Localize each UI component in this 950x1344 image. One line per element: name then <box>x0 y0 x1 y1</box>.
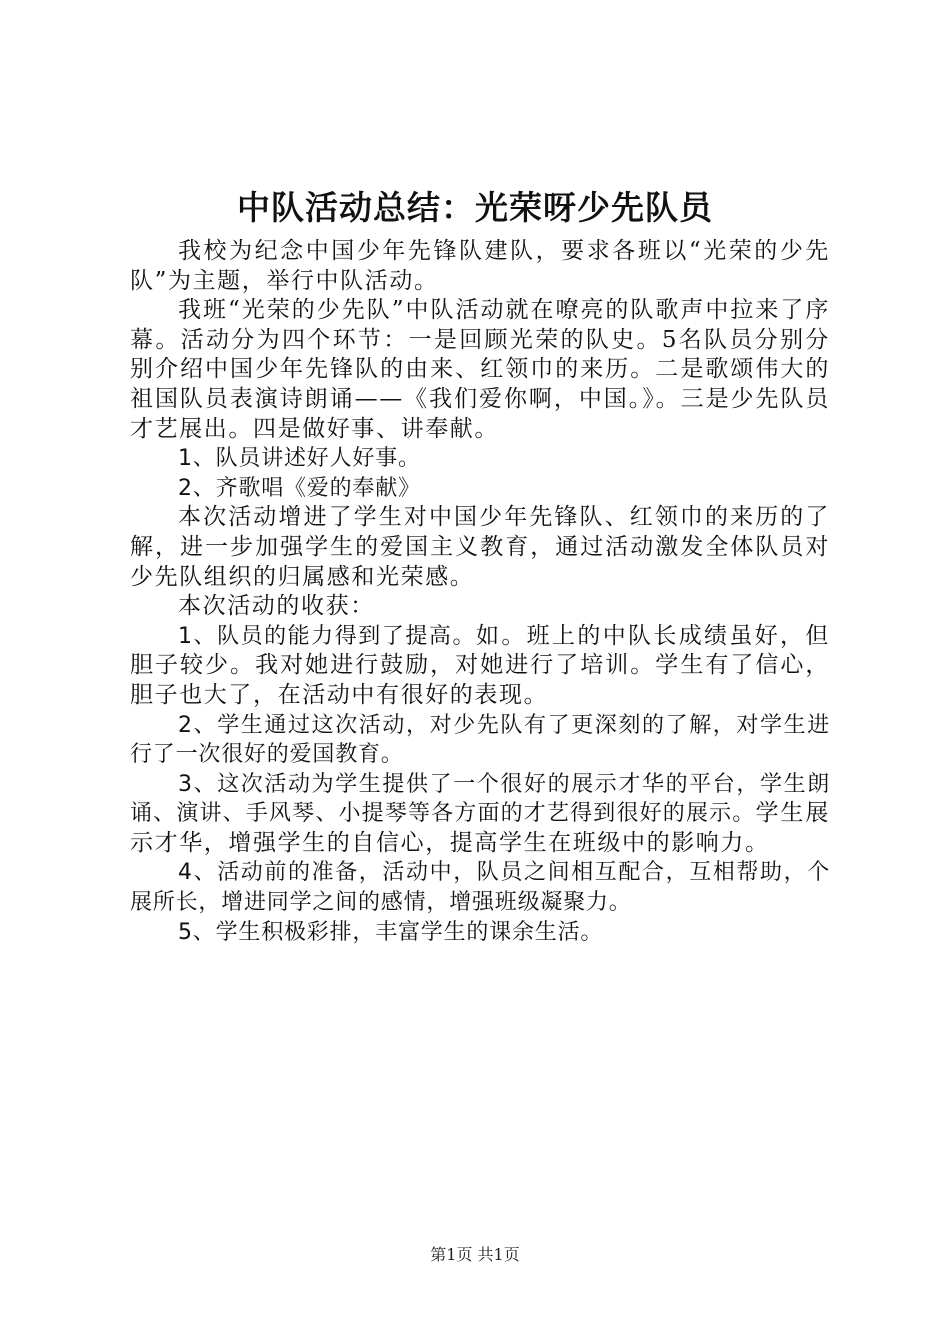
paragraph-intro: 我校为纪念中国少年先锋队建队，要求各班以“光荣的少先队”为主题，举行中队活动。 <box>130 238 830 294</box>
page-total: 共1页 <box>477 1245 520 1264</box>
paragraph-harvest-4: 4、活动前的准备，活动中，队员之间相互配合，互相帮助，个展所长，增进同学之间的感情，增强班级凝聚力。 <box>130 860 830 916</box>
harvest-1-rest: 如。班上的中队长成绩虽好，但胆子较少。我对她进行鼓励，对她进行了培训。学生有了信心，胆子也大了，在活动中有很好的表现。 <box>130 622 830 708</box>
paragraph-item-good-deeds: 1、队员讲述好人好事。 <box>178 446 421 472</box>
harvest-3-lead: 3、这次活动为学生提供了一个很好的展示才华的平台，学生朗诵、演讲、手风琴、小提琴等各方面的才艺得到很好的展示。 <box>130 771 830 827</box>
paragraph-harvest-2: 2、学生通过这次活动，对少先队有了更深刻的了解，对学生进行了一次很好的爱国教育。 <box>130 712 830 768</box>
paragraph-item-sing: 2、齐歌唱《爱的奉献》 <box>178 475 421 501</box>
paragraph-harvest-3 <box>130 770 830 859</box>
paragraph-harvest-1 <box>130 622 830 711</box>
page-footer <box>0 1245 950 1265</box>
document-body <box>130 237 830 947</box>
harvest-1-lead: 1、队员的能力得到了提高。 <box>178 623 476 649</box>
paragraph-harvest-5: 5、学生积极彩排，丰富学生的课余生活。 <box>178 919 604 945</box>
harvest-3-rest: 学生展示才华，增强学生的自信心，提高学生在班级中的影响力。 <box>130 800 830 856</box>
paragraph-effect: 本次活动增进了学生对中国少年先锋队、红领巾的来历的了解，进一步加强学生的爱国主义教育，通过活动激发全体队员对少先队组织的归属感和光荣感。 <box>130 504 830 590</box>
paragraph-activity-overview: 我班“光荣的少先队”中队活动就在嘹亮的队歌声中拉来了序幕。活动分为四个环节：一是回顾光荣的队史。5名队员分别分别介绍中国少年先锋队的由来、红领巾的来历。二是歌颂伟大的祖国队员表演诗朗诵——《我们爱你啊，中国。》。三是少先队员才艺展出。四是做好事、讲奉献。 <box>130 297 830 442</box>
document-title: 中队活动总结：光荣呀少先队员 <box>237 188 713 227</box>
page-number: 第1页 <box>430 1245 473 1264</box>
paragraph-harvest-heading: 本次活动的收获： <box>178 593 375 620</box>
